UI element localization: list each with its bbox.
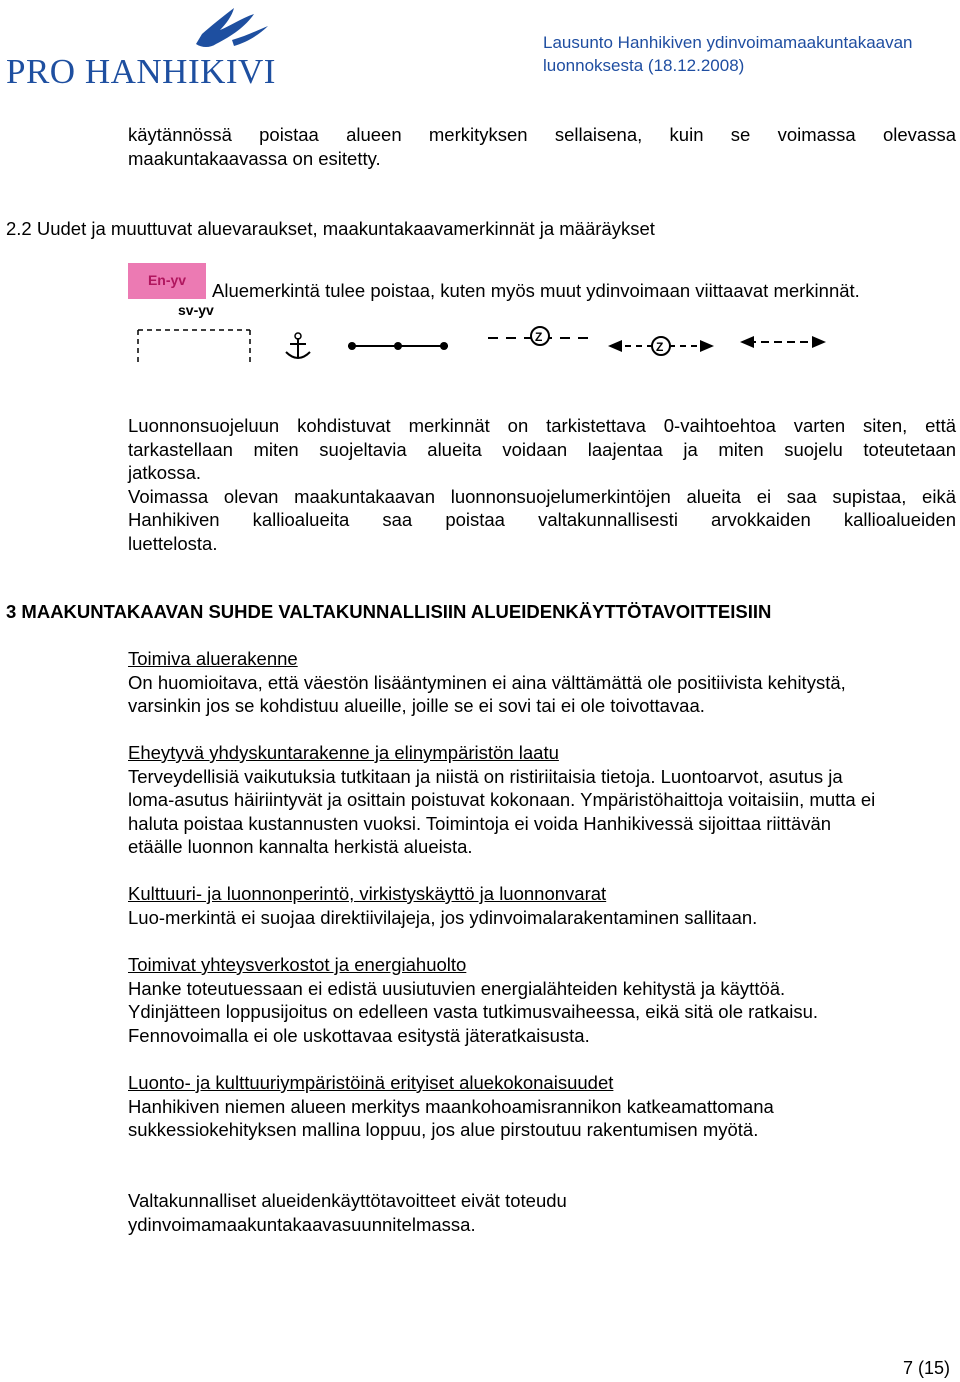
page-number: 7 (15) (902, 1358, 950, 1378)
sv-yv-label: sv-yv (178, 302, 214, 318)
text-line: maakuntakaavassa on esitetty. (128, 147, 381, 169)
text-line: Fennovoimalla ei ole uskottavaa esitystä jäteratkaisusta. (128, 1024, 590, 1046)
svg-text:Z: Z (535, 330, 543, 344)
en-yv-symbol: En-yv (128, 263, 206, 299)
text-line: Hanhikiven kallioalueita saa poistaa valtakunnallisesti arvokkaiden kallioalueiden (128, 509, 956, 530)
text-line: Valtakunnalliset alueidenkäyttötavoitteet eivät toteudu (128, 1190, 567, 1211)
closing-paragraph (128, 1189, 956, 1236)
text-line: loma-asutus häiriintyvät ja osittain poistuvat kokonaan. Ympäristöhaittoja voitaisiin, mutta ei (128, 789, 876, 810)
text-line: Hanke toteutuessaan ei edistä uusiutuvien energialähteiden kehitystä ja käyttöä. (128, 977, 786, 999)
section-heading-3: 3 MAAKUNTAKAAVAN SUHDE VALTAKUNNALLISIIN ALUEIDENKÄYTTÖTAVOITTEISIIN (6, 601, 772, 622)
item-title: Toimivat yhteysverkostot ja energiahuolto (128, 954, 467, 975)
double-arrow-icon (740, 336, 826, 348)
text-line: Hanhikiven niemen alueen merkitys maankohoamisrannikon katkeamattomana (128, 1095, 774, 1117)
item-title: Kulttuuri- ja luonnonperintö, virkistyskäyttö ja luonnonvarat (128, 883, 607, 904)
text-line: käytännössä poistaa alueen merkityksen sellaisena, kuin se voimassa olevassa (128, 124, 956, 145)
text-line: Luonnonsuojeluun kohdistuvat merkinnät on tarkistettava 0-vaihtoehtoa varten siten, että (128, 415, 956, 436)
text-line: On huomioitava, että väestön lisääntyminen ei aina välttämättä ole positiivista kehitystä, (128, 671, 846, 693)
text-line: Luo-merkintä ei suojaa direktiivilajeja, jos ydinvoimalarakentaminen sallitaan. (128, 906, 758, 928)
item-toimiva-aluerakenne (128, 647, 956, 718)
text-line: Voimassa olevan maakuntakaavan luonnonsuojelumerkintöjen alueita ei saa supistaa, eikä (128, 485, 956, 507)
text-line: haluta poistaa kustannusten vuoksi. Toimintoja ei voida Hanhikivessä sijoittaa riittävän (128, 812, 832, 834)
section-heading-2-2: 2.2 Uudet ja muuttuvat aluevaraukset, maakuntakaavamerkinnät ja määräykset (6, 218, 655, 239)
text-line: Ydinjätteen loppusijoitus on edelleen vasta tutkimusvaiheessa, eikä sitä ole ratkaisu. (128, 1001, 819, 1022)
text-line: jatkossa. (128, 462, 202, 483)
pro-hanhikivi-logo (6, 4, 306, 91)
document-title (543, 31, 913, 77)
item-kulttuuri-luonnonperinto (128, 882, 956, 929)
map-symbols (130, 298, 830, 368)
text-line: sukkessiokehityksen mallina loppuu, jos alue pirstoutuu rakentumisen myötä. (128, 1119, 759, 1140)
text-line: luettelosta. (128, 532, 218, 554)
item-title: Luonto- ja kulttuuriympäristöinä erityiset aluekokonaisuudet (128, 1072, 614, 1093)
item-yhteysverkostot (128, 953, 956, 1047)
anchor-icon (286, 333, 310, 358)
text-line: Terveydellisiä vaikutuksia tutkitaan ja niistä on ristiriitaisia tietoja. Luontoarvot, asutus ja (128, 765, 843, 787)
text-line: etäälle luonnon kannalta herkistä alueista. (128, 836, 473, 857)
svg-text:Z: Z (656, 340, 664, 354)
text-line: tarkastellaan miten suojeltavia alueita voidaan laajentaa ja miten suojelu toteutetaan (128, 438, 956, 460)
item-eheytyva-yhdyskuntarakenne (128, 741, 956, 859)
nature-protection-paragraph (128, 414, 956, 555)
item-luonto-kulttuuriymparisto (128, 1071, 956, 1142)
document-title-line: luonnoksesta (18.12.2008) (543, 56, 745, 75)
text-line: varsinkin jos se kohdistuu alueille, joille se ei sovi tai ei ole toivottavaa. (128, 695, 705, 716)
logo-text: PRO HANHIKIVI (6, 52, 276, 91)
line-dots-icon (348, 342, 448, 350)
document-title-line: Lausunto Hanhikiven ydinvoimamaakuntakaavan (543, 33, 913, 52)
item-title: Toimiva aluerakenne (128, 648, 298, 669)
arrow-z-line-icon (608, 337, 714, 355)
dashed-area-icon (138, 330, 250, 364)
item-title: Eheytyvä yhdyskuntarakenne ja elinympäristön laatu (128, 742, 559, 763)
dashed-z-line-icon (488, 327, 590, 345)
symbol-note: Aluemerkintä tulee poistaa, kuten myös muut ydinvoimaan viittaavat merkinnät. (212, 280, 860, 301)
intro-paragraph (128, 123, 956, 170)
text-line: ydinvoimamaakuntakaavasuunnitelmassa. (128, 1213, 476, 1235)
